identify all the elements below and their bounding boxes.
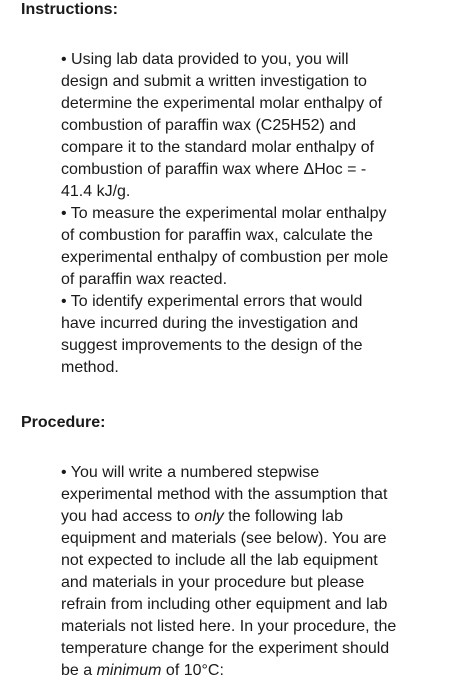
procedure-line xyxy=(61,506,453,528)
procedure-line: not expected to include all the lab equipment xyxy=(61,552,378,569)
instructions-line: • To identify experimental errors that would xyxy=(61,293,363,310)
instructions-line: • Using lab data provided to you, you will xyxy=(61,51,349,68)
instructions-line: experimental enthalpy of combustion per mole xyxy=(61,249,389,266)
instructions-heading: Instructions: xyxy=(21,1,118,18)
procedure-line: and materials in your procedure but please xyxy=(61,574,365,591)
instructions-line: suggest improvements to the design of the xyxy=(61,337,363,354)
procedure-text: be a xyxy=(61,662,97,679)
instructions-line: combustion of paraffin wax where ΔHoc = - xyxy=(61,161,367,178)
instructions-line: of paraffin wax reacted. xyxy=(61,271,228,288)
procedure-line: refrain from including other equipment and lab xyxy=(61,596,388,613)
procedure-heading: Procedure: xyxy=(21,414,106,431)
instructions-line: 41.4 kJ/g. xyxy=(61,183,131,200)
instructions-line: compare it to the standard molar enthalpy of xyxy=(61,139,375,156)
procedure-line: • You will write a numbered stepwise xyxy=(61,464,320,481)
procedure-text: of 10°C: xyxy=(161,662,224,679)
procedure-body xyxy=(61,462,453,682)
procedure-text: the following lab xyxy=(223,508,343,525)
procedure-line: materials not listed here. In your procedure, the xyxy=(61,618,397,635)
instructions-line: determine the experimental molar enthalpy of xyxy=(61,95,383,112)
instructions-line: have incurred during the investigation and xyxy=(61,315,359,332)
instructions-line: method. xyxy=(61,359,119,376)
procedure-line: experimental method with the assumption that xyxy=(61,486,388,503)
instructions-line: of combustion for paraffin wax, calculate the xyxy=(61,227,373,244)
procedure-text: you had access to xyxy=(61,508,195,525)
instructions-line: design and submit a written investigation to xyxy=(61,73,367,90)
instructions-line: combustion of paraffin wax (C25H52) and xyxy=(61,117,356,134)
procedure-line: temperature change for the experiment should xyxy=(61,640,390,657)
instructions-line: • To measure the experimental molar enthalpy xyxy=(61,205,387,222)
emphasis-only: only xyxy=(194,508,224,525)
instructions-body xyxy=(61,49,453,379)
procedure-line: equipment and materials (see below). You are xyxy=(61,530,387,547)
emphasis-minimum: minimum xyxy=(96,662,162,679)
procedure-line xyxy=(61,660,453,682)
